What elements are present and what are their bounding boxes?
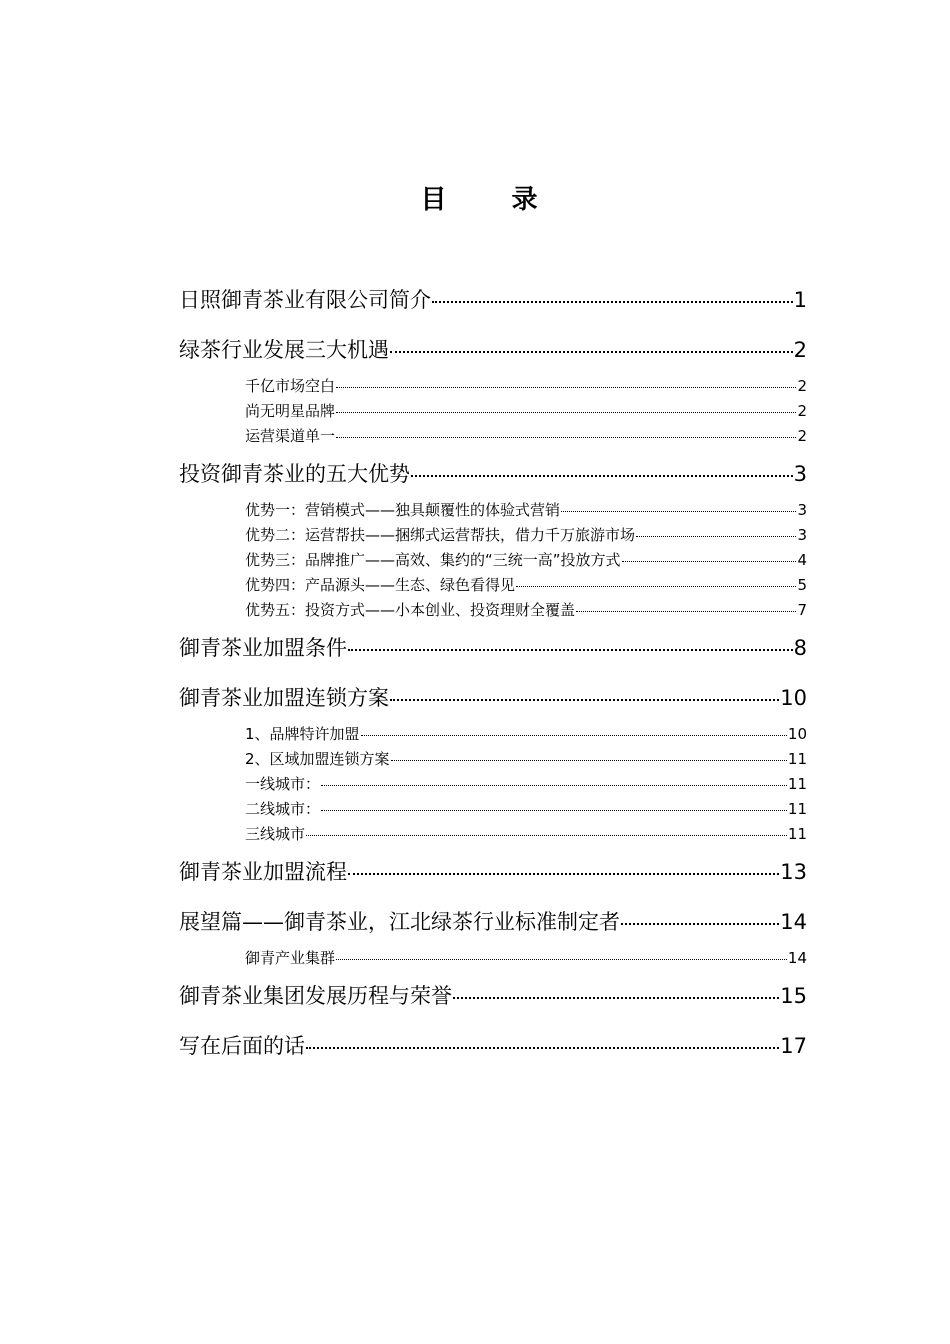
toc-entry-company-intro[interactable] (179, 286, 807, 314)
toc-subentry-market-gap[interactable] (245, 376, 807, 396)
toc-subentry-single-channel[interactable] (245, 426, 807, 446)
dot-leader (336, 959, 787, 960)
toc-subentry-advantage-4[interactable] (245, 575, 807, 595)
dot-leader (336, 387, 796, 388)
toc-entry-label: 御青产业集群 (245, 949, 336, 967)
toc-entry-label: 御青茶业加盟连锁方案 (179, 686, 389, 710)
dot-leader (390, 699, 779, 701)
toc-subentry-industry-cluster[interactable] (245, 948, 807, 968)
toc-entry-afterword[interactable] (179, 1032, 807, 1060)
toc-page-number: 13 (780, 860, 807, 884)
dot-leader (561, 511, 796, 512)
toc-entry-label: 优势二：运营帮扶——捆绑式运营帮扶，借力千万旅游市场 (245, 526, 636, 544)
dot-leader (516, 586, 796, 587)
toc-page-number: 3 (797, 526, 807, 544)
dot-leader (348, 649, 793, 651)
toc-page-number: 14 (787, 949, 807, 967)
dot-leader (390, 351, 793, 353)
toc-page-number: 15 (780, 984, 807, 1008)
toc-subentry-advantage-2[interactable] (245, 525, 807, 545)
toc-page-number: 10 (787, 725, 807, 743)
toc-entry-label: 2、区域加盟连锁方案 (245, 750, 390, 768)
toc-entry-label: 一线城市： (245, 775, 321, 793)
dot-leader (621, 923, 779, 925)
toc-page-number: 4 (797, 551, 807, 569)
toc-page-number: 3 (793, 462, 807, 486)
dot-leader (411, 475, 793, 477)
toc-entry-label: 御青茶业加盟流程 (179, 860, 347, 884)
dot-leader (306, 835, 787, 836)
toc-page-number: 8 (793, 636, 807, 660)
toc-entry-label: 三线城市 (245, 825, 306, 843)
toc-entry-five-advantages[interactable] (179, 460, 807, 488)
toc-subentry-no-star-brand[interactable] (245, 401, 807, 421)
toc-page-number: 11 (787, 775, 807, 793)
dot-leader (622, 561, 797, 562)
toc-title: 目 录 (420, 185, 566, 215)
toc-page-number: 2 (797, 402, 807, 420)
toc-entry-label: 千亿市场空白 (245, 377, 336, 395)
toc-page-number: 17 (780, 1034, 807, 1058)
toc-entry-label: 1、品牌特许加盟 (245, 725, 360, 743)
dot-leader (336, 437, 796, 438)
toc-page-number: 11 (787, 825, 807, 843)
toc-entry-label: 二线城市： (245, 800, 321, 818)
toc-entry-label: 投资御青茶业的五大优势 (179, 462, 410, 486)
toc-subentry-tier3-city[interactable] (245, 824, 807, 844)
toc-entry-franchise-plan[interactable] (179, 684, 807, 712)
dot-leader (306, 1047, 779, 1049)
toc-subentry-tier2-city[interactable] (245, 799, 807, 819)
toc-entry-franchise-conditions[interactable] (179, 634, 807, 662)
toc-page-number: 5 (797, 576, 807, 594)
toc-page-number: 2 (797, 427, 807, 445)
toc-entry-history-honors[interactable] (179, 982, 807, 1010)
toc-entry-label: 日照御青茶业有限公司简介 (179, 288, 431, 312)
toc-page-number: 11 (787, 800, 807, 818)
dot-leader (453, 997, 779, 999)
toc-page-number: 14 (780, 910, 807, 934)
toc-page-number: 7 (797, 601, 807, 619)
toc-entry-label: 绿茶行业发展三大机遇 (179, 338, 389, 362)
toc-entry-label: 展望篇——御青茶业，江北绿茶行业标准制定者 (179, 910, 620, 934)
dot-leader (336, 412, 796, 413)
toc-subentry-regional-franchise[interactable] (245, 749, 807, 769)
toc-subentry-advantage-5[interactable] (245, 600, 807, 620)
toc-subentry-advantage-3[interactable] (245, 550, 807, 570)
toc-page-number: 10 (780, 686, 807, 710)
toc-page-number: 11 (787, 750, 807, 768)
toc-page-number: 2 (797, 377, 807, 395)
toc-entry-opportunities[interactable] (179, 336, 807, 364)
toc-entry-franchise-process[interactable] (179, 858, 807, 886)
toc-entry-outlook[interactable] (179, 908, 807, 936)
toc-entry-label: 优势五：投资方式——小本创业、投资理财全覆盖 (245, 601, 576, 619)
dot-leader (348, 873, 779, 875)
toc-subentry-tier1-city[interactable] (245, 774, 807, 794)
toc-page-number: 2 (793, 338, 807, 362)
toc-entry-label: 优势一：营销模式——独具颠覆性的体验式营销 (245, 501, 561, 519)
toc-subentry-advantage-1[interactable] (245, 500, 807, 520)
toc-entry-label: 尚无明星品牌 (245, 402, 336, 420)
dot-leader (321, 785, 787, 786)
toc-page-number: 3 (797, 501, 807, 519)
toc-entry-label: 御青茶业集团发展历程与荣誉 (179, 984, 452, 1008)
toc-entry-label: 御青茶业加盟条件 (179, 636, 347, 660)
dot-leader (432, 301, 793, 303)
dot-leader (391, 760, 787, 761)
dot-leader (321, 810, 787, 811)
dot-leader (361, 735, 787, 736)
toc-entry-label: 优势四：产品源头——生态、绿色看得见 (245, 576, 516, 594)
toc-entry-label: 写在后面的话 (179, 1034, 305, 1058)
dot-leader (576, 611, 796, 612)
toc-entry-label: 运营渠道单一 (245, 427, 336, 445)
toc-entry-label: 优势三：品牌推广——高效、集约的“三统一高”投放方式 (245, 551, 621, 569)
toc-page-number: 1 (793, 288, 807, 312)
toc-subentry-brand-franchise[interactable] (245, 724, 807, 744)
dot-leader (636, 536, 796, 537)
